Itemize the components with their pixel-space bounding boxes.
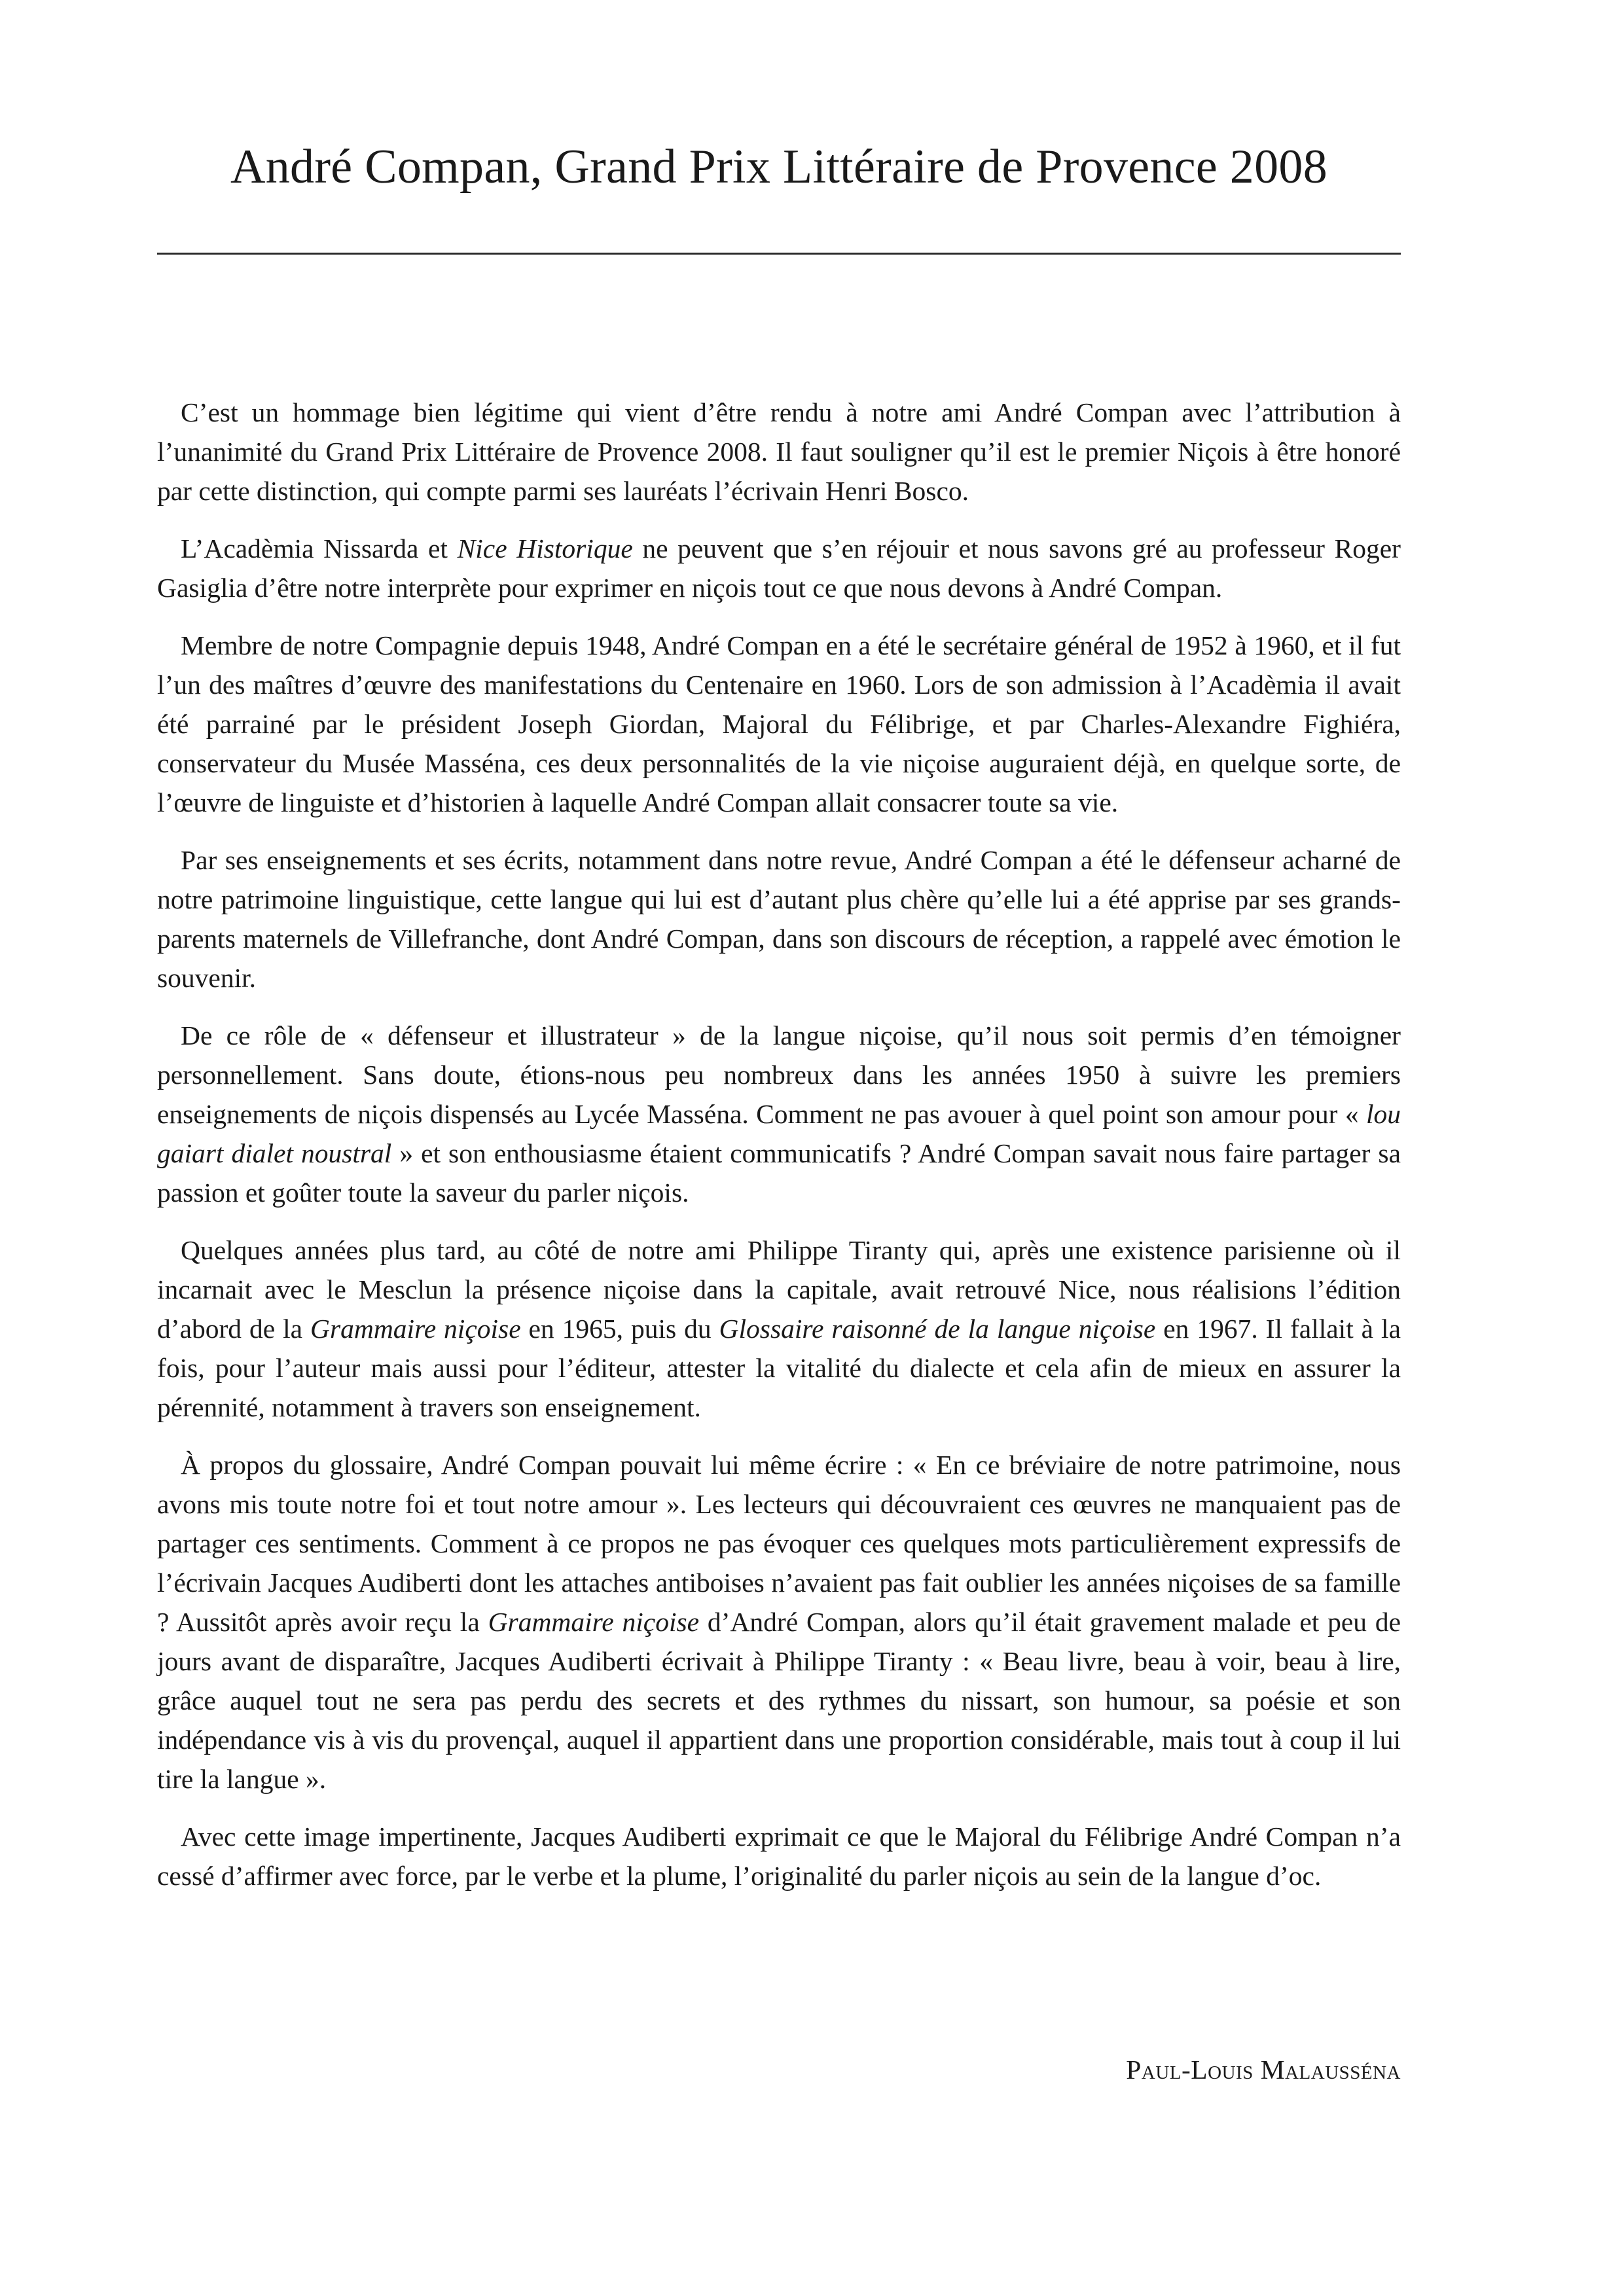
paragraph: Par ses enseignements et ses écrits, notamment dans notre revue, André Compan a été le défenseur acharné de notre patrimoine linguistique, cette langue qui lui est d’autant plus chère qu’elle lui a été apprise par ses grands-parents maternels de Villefranche, dont André Compan, dans son discours de réception, a rappelé avec émotion le souvenir. [157,845,1401,993]
paragraph: De ce rôle de « défenseur et illustrateur » de la langue niçoise, qu’il nous soit permis d’en témoigner personnellement. Sans doute, étions-nous peu nombreux dans les années 1950 à suivre les premiers enseignements de niçois dispensés au Lycée Masséna. Comment ne pas avouer à quel point son amour pour « lou gaiart dialet noustral » et son enthousiasme étaient communicatifs ? André Compan savait nous faire partager sa passion et goûter toute la saveur du parler niçois. [157,1020,1401,1208]
journal-title: Nice Historique [457,533,633,564]
book-title: Grammaire niçoise [310,1314,521,1344]
quoted-phrase: lou gaiart dialet noustral [157,1099,1401,1168]
paragraph: C’est un hommage bien légitime qui vient d’être rendu à notre ami André Compan avec l’attribution à l’unanimité du Grand Prix Littéraire de Provence 2008. Il faut souligner qu’il est le premier Niçois à être honoré par cette distinction, qui compte parmi ses lauréats l’écrivain Henri Bosco. [157,397,1401,506]
paragraph: Avec cette image impertinente, Jacques Audiberti exprimait ce que le Majoral du Félibrige André Compan n’a cessé d’affirmer avec force, par le verbe et la plume, l’originalité du parler niçois au sein de la langue d’oc. [157,1821,1401,1891]
paragraph: À propos du glossaire, André Compan pouvait lui même écrire : « En ce bréviaire de notre patrimoine, nous avons mis toute notre foi et tout notre amour ». Les lecteurs qui découvraient ces œuvres ne manquaient pas de partager ces sentiments. Comment à ce propos ne pas évoquer ces quelques mots particulièrement expressifs de l’écrivain Jacques Audiberti dont les attaches antiboises n’avaient pas fait oublier les années niçoises de sa famille ? Aussitôt après avoir reçu la Grammaire niçoise d’André Compan, alors qu’il était gravement malade et peu de jours avant de disparaître, Jacques Audiberti écrivait à Philippe Tiranty : « Beau livre, beau à voir, beau à lire, grâce auquel tout ne sera pas perdu des secrets et des rythmes du nissart, son humour, sa poésie et son indépendance vis à vis du provençal, auquel il appartient dans une proportion considérable, mais tout à coup il lui tire la langue ». [157,1450,1401,1794]
book-title: Glossaire raisonné de la langue niçoise [719,1314,1156,1344]
paragraph: L’Acadèmia Nissarda et Nice Historique ne peuvent que s’en réjouir et nous savons gré au professeur Roger Gasiglia d’être notre interprète pour exprimer en niçois tout ce que nous devons à André Compan. [157,533,1401,603]
author-signature: Paul-Louis Malausséna [1126,2054,1401,2085]
title-divider [157,253,1401,255]
paragraph: Membre de notre Compagnie depuis 1948, André Compan en a été le secrétaire général de 1952 à 1960, et il fut l’un des maîtres d’œuvre des manifestations du Centenaire en 1960. Lors de son admission à l’Acadèmia il avait été parrainé par le président Joseph Giordan, Majoral du Félibrige, et par Charles-Alexandre Fighiéra, conservateur du Musée Masséna, ces deux personnalités de la vie niçoise auguraient déjà, en quelque sorte, de l’œuvre de linguiste et d’historien à laquelle André Compan allait consacrer toute sa vie. [157,630,1401,817]
article-body [157,393,1401,1914]
paragraph: Quelques années plus tard, au côté de notre ami Philippe Tiranty qui, après une existence parisienne où il incarnait avec le Mesclun la présence niçoise dans la capitale, avait retrouvé Nice, nous réalisions l’édition d’abord de la Grammaire niçoise en 1965, puis du Glossaire raisonné de la langue niçoise en 1967. Il fallait à la fois, pour l’auteur mais aussi pour l’éditeur, attester la vitalité du dialecte et cela afin de mieux en assurer la pérennité, notamment à travers son enseignement. [157,1235,1401,1422]
book-title: Grammaire niçoise [488,1607,700,1637]
page-title: André Compan, Grand Prix Littéraire de Provence 2008 [230,140,1327,194]
